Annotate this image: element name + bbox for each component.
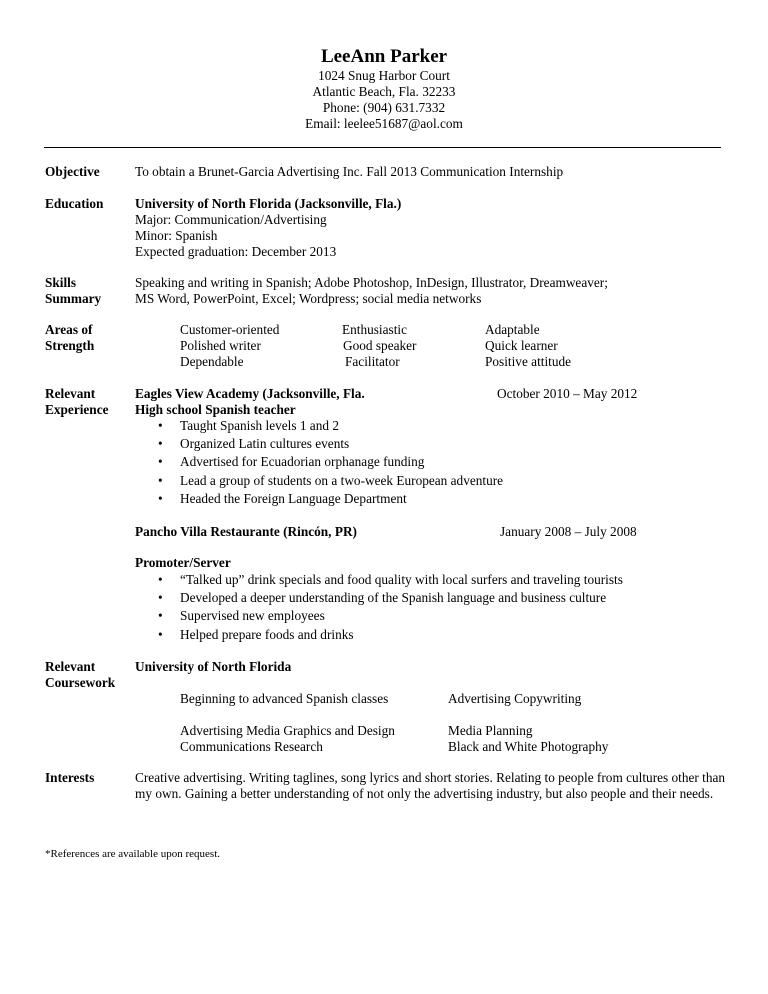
candidate-name: LeeAnn Parker (320, 46, 448, 67)
list-item (135, 417, 503, 435)
strength-item: Adaptable (485, 322, 540, 337)
phone-line: Phone: (904) 631.7332 (322, 100, 446, 115)
strength-item: Dependable (180, 354, 244, 369)
skills-text (135, 275, 608, 307)
job-1-employer: Eagles View Academy (Jacksonville, Fla. (135, 386, 365, 401)
education-minor: Minor: Spanish (135, 228, 218, 243)
references-note: *References are available upon request. (45, 848, 220, 860)
bullet-text: Helped prepare foods and drinks (180, 626, 354, 642)
strength-item: Quick learner (485, 338, 558, 353)
strength-item: Positive attitude (485, 354, 572, 369)
bullet-text: Advertised for Ecuadorian orphanage funding (180, 454, 425, 470)
job-1-title: High school Spanish teacher (135, 402, 296, 417)
bullet-icon: • (158, 626, 163, 642)
bullet-icon: • (158, 572, 163, 587)
skills-line-1: Speaking and writing in Spanish; Adobe Photoshop, InDesign, Illustrator, Dreamweaver; (135, 275, 608, 290)
coursework-school: University of North Florida (135, 659, 292, 674)
skills-label (45, 275, 101, 307)
bullet-icon: • (158, 472, 163, 488)
strength-item: Enthusiastic (342, 322, 407, 337)
bullet-text: Lead a group of students on a two-week European adventure (180, 472, 504, 488)
strengths-label-line-2: Strength (45, 338, 95, 353)
bullet-text: “Talked up” drink specials and food quality with local surfers and traveling tourists (180, 572, 623, 587)
education-label: Education (45, 196, 104, 211)
list-item (135, 435, 503, 453)
education-major: Major: Communication/Advertising (135, 212, 327, 227)
skills-label-line-1: Skills (45, 275, 77, 290)
course-item: Media Planning (448, 723, 533, 738)
header-divider (44, 147, 721, 148)
strength-item: Customer-oriented (180, 322, 280, 337)
list-item (135, 589, 623, 607)
coursework-label-line-1: Relevant (45, 659, 96, 674)
interests-text: Creative advertising. Writing taglines, song lyrics and short stories. Relating to people from cultures other than my own. Gaining a better understanding of not only the advertising industry, but also people and their needs. (135, 770, 726, 801)
list-item (135, 607, 623, 625)
course-item: Beginning to advanced Spanish classes (180, 691, 389, 706)
list-item (135, 626, 623, 644)
strengths-label-line-1: Areas of (45, 322, 93, 337)
skills-label-line-2: Summary (45, 291, 102, 306)
strength-item: Facilitator (345, 354, 400, 369)
interests-label: Interests (45, 770, 95, 785)
list-item (135, 571, 623, 589)
resume-header (0, 46, 768, 132)
job-2-bullets (135, 571, 623, 644)
bullet-icon: • (158, 490, 163, 506)
strengths-column-3 (485, 322, 571, 370)
course-item: Communications Research (180, 739, 323, 754)
bullet-text: Developed a deeper understanding of the Spanish language and business culture (180, 590, 607, 606)
objective-text: To obtain a Brunet-Garcia Advertising Inc. Fall 2013 Communication Internship (135, 164, 564, 179)
job-2-title: Promoter/Server (135, 555, 231, 570)
course-item: Advertising Media Graphics and Design (180, 723, 395, 738)
experience-label-line-2: Experience (45, 402, 109, 417)
education-block (135, 196, 401, 260)
experience-label (45, 386, 109, 418)
experience-label-line-1: Relevant (45, 386, 96, 401)
job-2-employer: Pancho Villa Restaurante (Rincón, PR) (135, 524, 357, 539)
bullet-text: Organized Latin cultures events (180, 436, 350, 452)
list-item (135, 453, 503, 471)
bullet-text: Headed the Foreign Language Department (180, 490, 407, 506)
list-item (135, 490, 503, 508)
education-school: University of North Florida (Jacksonville, Fla.) (135, 196, 402, 211)
bullet-text: Taught Spanish levels 1 and 2 (180, 418, 339, 433)
bullet-text: Supervised new employees (180, 608, 325, 624)
strengths-column-2 (342, 322, 416, 370)
bullet-icon: • (158, 436, 163, 452)
email-line: Email: leelee51687@aol.com (305, 116, 463, 131)
course-item: Advertising Copywriting (448, 691, 582, 706)
address-line-2: Atlantic Beach, Fla. 32233 (312, 84, 456, 99)
bullet-icon: • (158, 418, 163, 433)
bullet-icon: • (158, 608, 163, 624)
strengths-column-1 (180, 322, 279, 370)
bullet-icon: • (158, 454, 163, 470)
skills-line-2: MS Word, PowerPoint, Excel; Wordpress; social media networks (135, 291, 482, 306)
address-line-1: 1024 Snug Harbor Court (318, 68, 450, 83)
bullet-icon: • (158, 590, 163, 606)
education-graduation: Expected graduation: December 2013 (135, 244, 337, 259)
job-2-dates: January 2008 – July 2008 (500, 524, 637, 539)
coursework-label (45, 659, 115, 691)
list-item (135, 472, 503, 490)
course-item: Black and White Photography (448, 739, 609, 754)
strengths-label (45, 322, 94, 354)
strength-item: Good speaker (343, 338, 417, 353)
objective-label: Objective (45, 164, 100, 179)
job-1-dates: October 2010 – May 2012 (497, 386, 638, 401)
coursework-label-line-2: Coursework (45, 675, 116, 690)
job-1-bullets (135, 417, 503, 508)
strength-item: Polished writer (180, 338, 261, 353)
